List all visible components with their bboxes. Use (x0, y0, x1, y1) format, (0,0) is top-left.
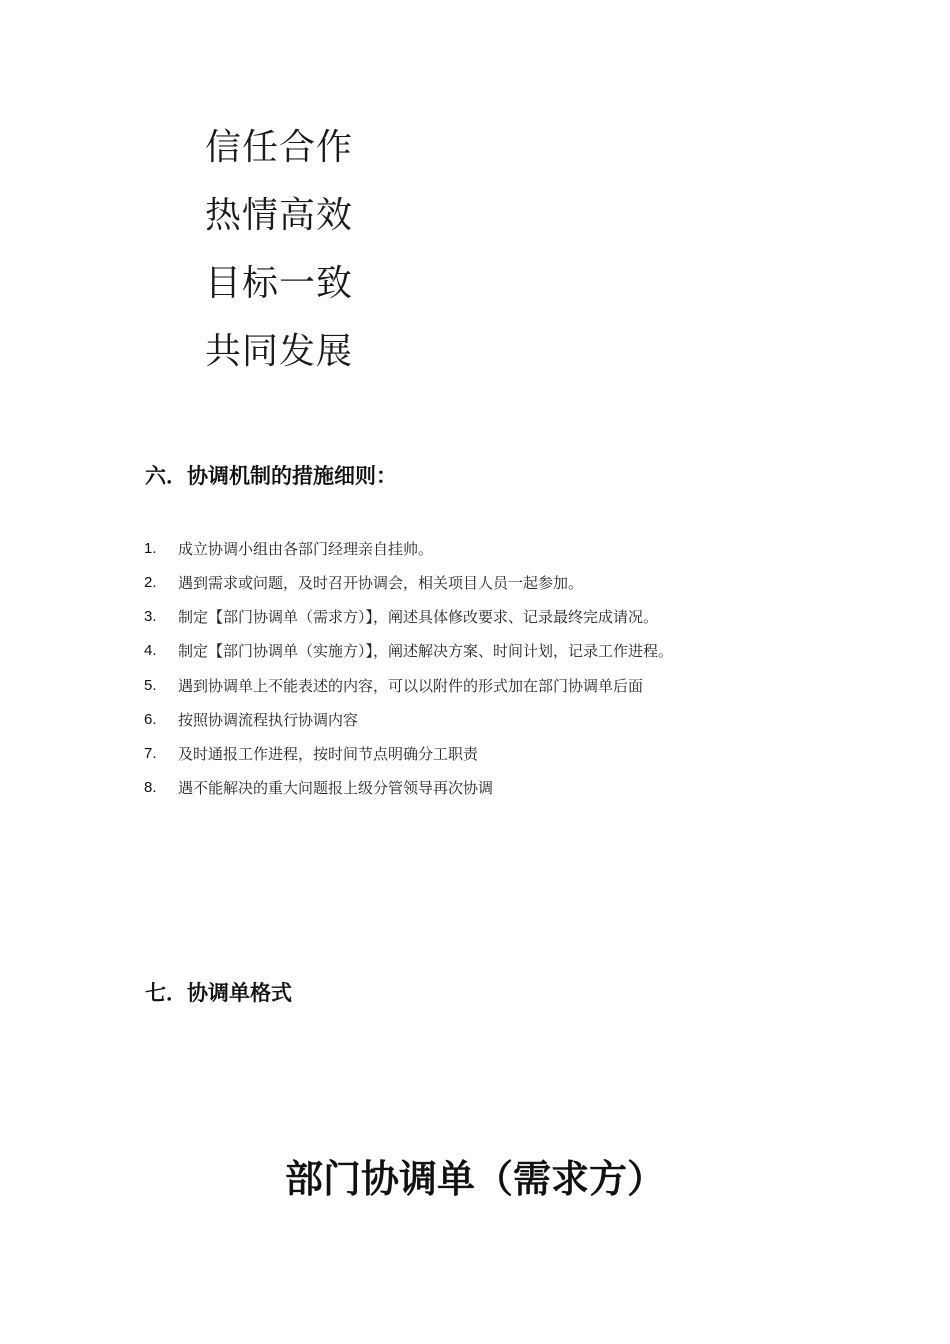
list-item (144, 709, 358, 729)
list-item (144, 538, 433, 558)
list-item (144, 675, 643, 695)
list-item-text: 成立协调小组由各部门经理亲自挂帅。 (178, 539, 434, 558)
form-title: 部门协调单（需求方） (284, 1157, 665, 1201)
list-item-number: 4. (144, 641, 157, 659)
list-item-number: 3. (144, 607, 157, 625)
list-item-text: 及时通报工作进程，按时间节点明确分工职责 (178, 744, 479, 763)
list-item-text: 按照协调流程执行协调内容 (178, 710, 359, 729)
motto-line-4: 共同发展 (205, 331, 354, 372)
list-item-number: 5. (144, 676, 157, 694)
motto-line-2: 热情高效 (205, 195, 354, 236)
list-item (144, 640, 673, 660)
section-6-heading: 六．协调机制的措施细则： (145, 464, 397, 488)
motto-line-3: 目标一致 (205, 263, 354, 304)
list-item-number: 1. (144, 539, 157, 557)
list-item (144, 606, 658, 626)
list-item-text: 制定【部门协调单（实施方）】，阐述解决方案、时间计划，记录工作进程。 (178, 641, 674, 660)
list-item-text: 遇不能解决的重大问题报上级分管领导再次协调 (178, 778, 494, 797)
list-item-text: 遇到需求或问题，及时召开协调会，相关项目人员一起参加。 (178, 573, 584, 592)
list-item-number: 2. (144, 573, 157, 591)
motto-line-1: 信任合作 (205, 127, 354, 168)
section-7-heading: 七．协调单格式 (145, 981, 292, 1005)
list-item-number: 8. (144, 778, 157, 796)
list-item-text: 遇到协调单上不能表述的内容，可以以附件的形式加在部门协调单后面 (178, 676, 644, 695)
list-item (144, 777, 493, 797)
list-item-number: 6. (144, 710, 157, 728)
list-item-number: 7. (144, 744, 157, 762)
list-item (144, 743, 478, 763)
list-item-text: 制定【部门协调单（需求方）】，阐述具体修改要求、记录最终完成请况。 (178, 607, 659, 626)
list-item (144, 572, 583, 592)
